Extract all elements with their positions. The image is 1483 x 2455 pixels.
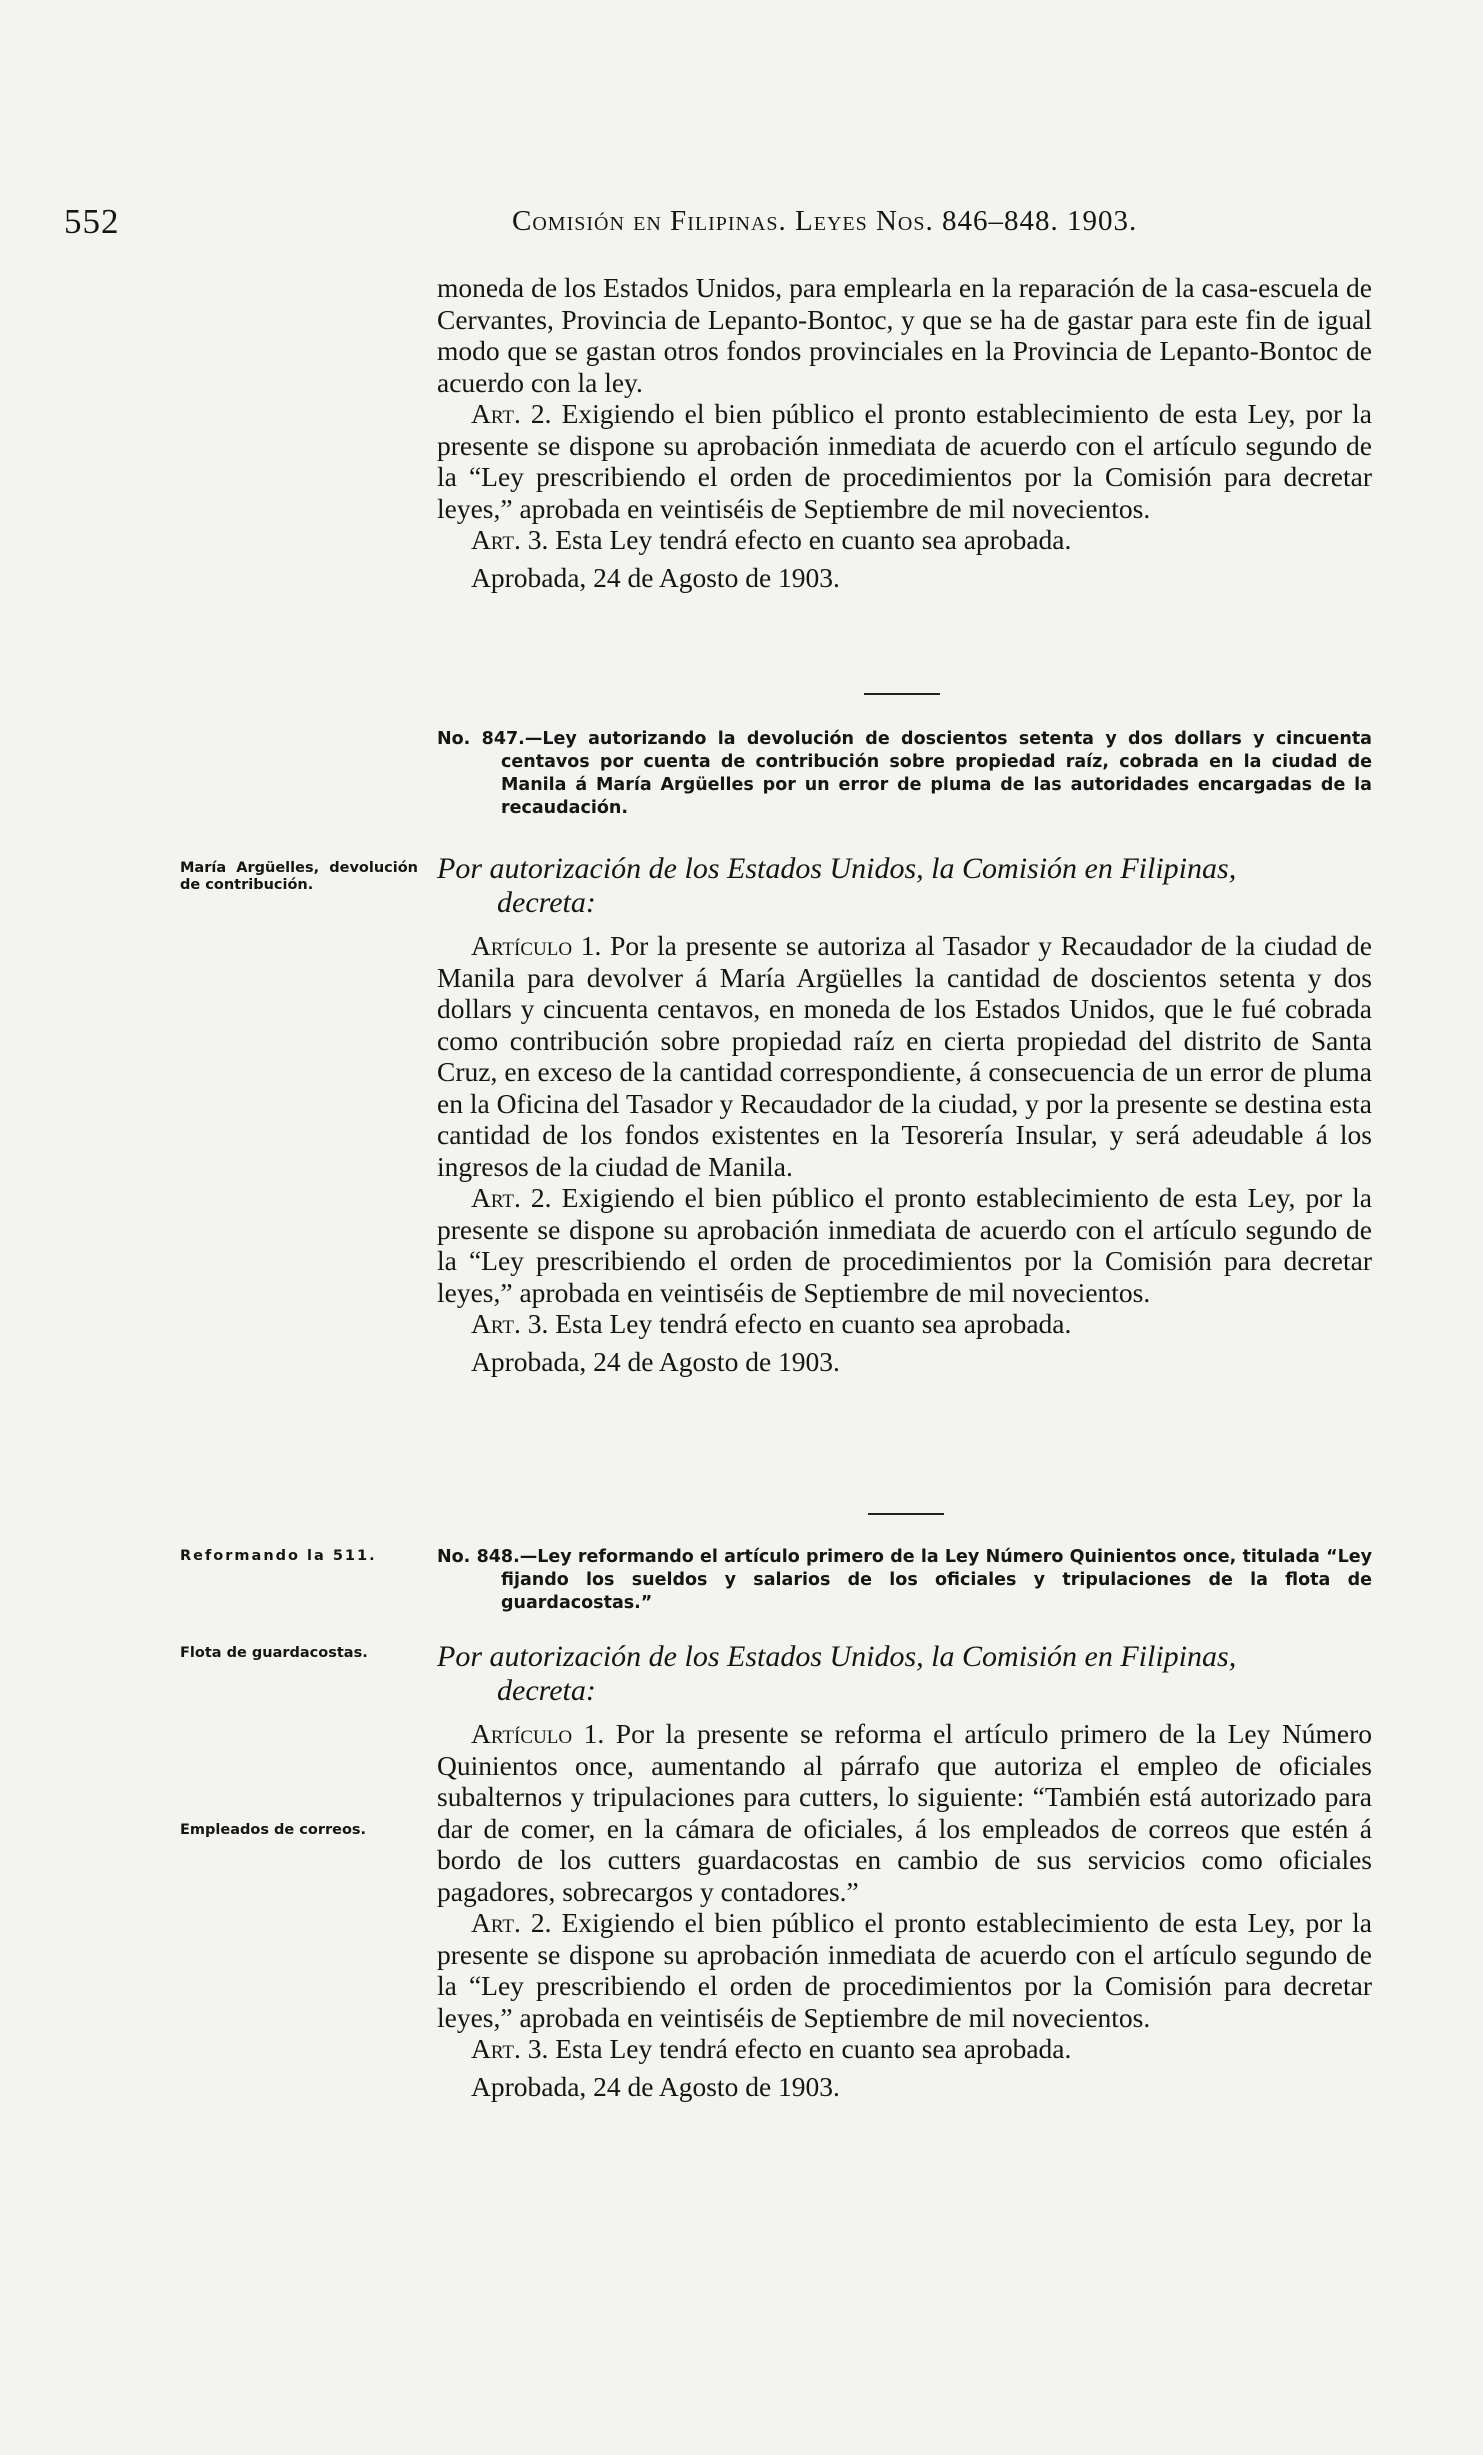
- decreta-label: decreta:: [497, 1674, 596, 1707]
- article-label: Artículo 1.: [471, 1718, 605, 1749]
- article-text: Exigiendo el bien público el pronto establecimiento de esta Ley, por la presente se dispone su aprobación inmediata de acuerdo con el artículo segundo de la “Ley prescribiendo el orden de procedimientos por la Comisión para decretar leyes,” aprobada en veintiséis de Septiembre de mil novecientos.: [437, 1907, 1373, 2033]
- running-head: Comisión en Filipinas. Leyes Nos. 846–848. 1903.: [512, 205, 1138, 237]
- enacting-clause-text: Por autorización de los Estados Unidos, la Comisión en Filipinas,: [437, 852, 1237, 885]
- article-label: Artículo 1.: [471, 930, 602, 961]
- law-848-approval-date: Aprobada, 24 de Agosto de 1903.: [471, 2070, 840, 2102]
- law-847-article-3: [437, 1308, 1372, 1340]
- law-847-approval-date: Aprobada, 24 de Agosto de 1903.: [471, 1345, 840, 1377]
- law-847-enacting-clause: [437, 852, 1372, 920]
- law-847-article-2: [437, 1182, 1372, 1308]
- law-848-article-3: [437, 2033, 1372, 2065]
- law-847-heading: [437, 728, 1372, 820]
- article-label: Art. 3.: [471, 1308, 549, 1339]
- margin-note-empleados: Empleados de correos.: [180, 1822, 367, 1838]
- law-846-article-2: [437, 398, 1372, 524]
- article-text: Esta Ley tendrá efecto en cuanto sea aprobada.: [555, 2033, 1072, 2064]
- law-847-articles: [437, 930, 1372, 1377]
- article-text: Exigiendo el bien público el pronto establecimiento de esta Ley, por la presente se dispone su aprobación inmediata de acuerdo con el artículo segundo de la “Ley prescribiendo el orden de procedimientos por la Comisión para decretar leyes,” aprobada en veintiséis de Septiembre de mil novecientos.: [437, 398, 1373, 524]
- law-848-enacting-clause: [437, 1640, 1372, 1708]
- article-label: Art. 2.: [471, 398, 552, 429]
- law-846-approval-date: Aprobada, 24 de Agosto de 1903.: [471, 561, 840, 593]
- section-divider: [864, 693, 940, 695]
- law-number: No. 847.: [437, 729, 525, 749]
- page-number: 552: [64, 202, 120, 241]
- section-divider: [868, 1513, 944, 1515]
- law-846-continuation: [437, 272, 1372, 593]
- article-label: Art. 2.: [471, 1182, 552, 1213]
- article-label: Art. 3.: [471, 2033, 549, 2064]
- law-title: —Ley reformando el artículo primero de la Ley Número Quinientos once, titulada “Ley fijando los sueldos y salarios de los oficiales y tripulaciones de la flota de guardacostas.”: [501, 1547, 1372, 1613]
- article-label: Art. 3.: [471, 524, 549, 555]
- article-text: Esta Ley tendrá efecto en cuanto sea aprobada.: [555, 524, 1072, 555]
- law-848-article-1: [437, 1718, 1372, 1907]
- article-label: Art. 2.: [471, 1907, 552, 1938]
- margin-note-reformando: Reformando la 511.: [180, 1548, 377, 1564]
- enacting-clause-text: Por autorización de los Estados Unidos, la Comisión en Filipinas,: [437, 1640, 1237, 1673]
- law-number: No. 848.: [437, 1547, 520, 1567]
- law-847-article-1: [437, 930, 1372, 1182]
- law-title: —Ley autorizando la devolución de doscientos setenta y dos dollars y cincuenta centavos por cuenta de contribución sobre propiedad raíz, cobrada en la ciudad de Manila á María Argüelles por un error de pluma de las autoridades encargadas de la recaudación.: [501, 729, 1372, 818]
- margin-note-flota: Flota de guardacostas.: [180, 1645, 368, 1661]
- article-text: Por la presente se reforma el artículo primero de la Ley Número Quinientos once, aumentando al párrafo que autoriza el empleo de oficiales subalternos y tripulaciones para cutters, lo siguiente: “También está autorizado para dar de comer, en la cámara de oficiales, á los empleados de correos que estén á bordo de los cutters guardacostas en cambio de sus servicios como oficiales pagadores, sobrecargos y contadores.”: [437, 1718, 1373, 1907]
- law-846-article-3: [437, 524, 1372, 556]
- article-text: Exigiendo el bien público el pronto establecimiento de esta Ley, por la presente se dispone su aprobación inmediata de acuerdo con el artículo segundo de la “Ley prescribiendo el orden de procedimientos por la Comisión para decretar leyes,” aprobada en veintiséis de Septiembre de mil novecientos.: [437, 1182, 1373, 1308]
- decreta-label: decreta:: [497, 886, 596, 919]
- law-848-article-2: [437, 1907, 1372, 2033]
- law-848-heading: [437, 1546, 1372, 1615]
- article-text: Por la presente se autoriza al Tasador y Recaudador de la ciudad de Manila para devolver á María Argüelles la cantidad de doscientos setenta y dos dollars y cincuenta centavos, en moneda de los Estados Unidos, que le fué cobrada como contribución sobre propiedad raíz en cierta propiedad del distrito de Santa Cruz, en exceso de la cantidad correspondiente, á consecuencia de un error de pluma en la Oficina del Tasador y Recaudador de la ciudad, y por la presente se destina esta cantidad de los fondos existentes en la Tesorería Insular, y será adeudable á los ingresos de la ciudad de Manila.: [437, 930, 1372, 1182]
- article-text: Esta Ley tendrá efecto en cuanto sea aprobada.: [555, 1308, 1072, 1339]
- margin-note-maria-arguelles: María Argüelles, devolución de contribución.: [180, 860, 418, 893]
- law-846-paragraph: moneda de los Estados Unidos, para emplearla en la reparación de la casa-escuela de Cervantes, Provincia de Lepanto-Bontoc, y que se ha de gastar para este fin de igual modo que se gastan otros fondos provinciales en la Provincia de Lepanto-Bontoc de acuerdo con la ley.: [437, 272, 1372, 398]
- law-848-articles: [437, 1718, 1372, 2102]
